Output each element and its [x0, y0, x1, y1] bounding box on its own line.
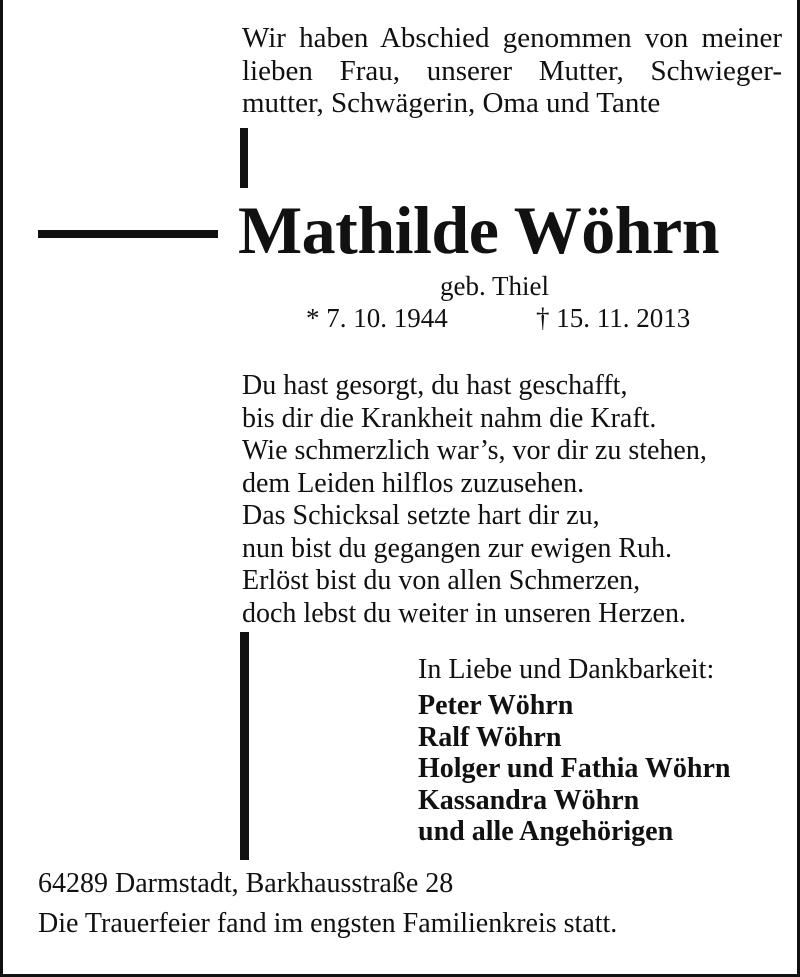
- mourners-list: [418, 690, 730, 848]
- mourner-name: Kassandra Wöhrn: [418, 784, 640, 816]
- cross-horizontal-bar: [38, 230, 218, 238]
- cross-vertical-bar-top: [240, 128, 248, 188]
- poem: [242, 370, 707, 630]
- cross-vertical-bar-bottom: [240, 632, 249, 860]
- death-date: † 15. 11. 2013: [536, 303, 691, 333]
- birth-date: * 7. 10. 1944: [306, 303, 448, 333]
- mourner-name: Ralf Wöhrn: [418, 721, 562, 753]
- intro-line: mutter, Schwägerin, Oma und Tante: [242, 87, 661, 119]
- poem-line: Du hast gesorgt, du hast geschafft,: [242, 370, 628, 401]
- poem-line: doch lebst du weiter in unseren Herzen.: [242, 597, 686, 629]
- mourner-name: und alle Angehörigen: [418, 816, 674, 847]
- mourner-name: Holger und Fathia Wöhrn: [418, 753, 731, 784]
- address: 64289 Darmstadt, Barkhausstraße 28: [38, 868, 454, 899]
- poem-line: Wie schmerzlich war’s, vor dir zu stehen,: [242, 435, 707, 466]
- mourners-heading: In Liebe und Dankbarkeit:: [418, 654, 715, 685]
- intro-text: [242, 22, 782, 120]
- poem-line: dem Leiden hilflos zuzusehen.: [242, 467, 585, 499]
- intro-line: lieben Frau, unserer Mutter, Schwieger-: [242, 54, 782, 87]
- funeral-notice: Die Trauerfeier fand im engsten Familienkreis statt.: [38, 908, 618, 939]
- intro-line: Wir haben Abschied genommen von meiner: [242, 22, 782, 54]
- deceased-name: Mathilde Wöhrn: [238, 192, 720, 268]
- poem-line: Erlöst bist du von allen Schmerzen,: [242, 565, 641, 596]
- mourner-name: Peter Wöhrn: [418, 690, 574, 721]
- poem-line: nun bist du gegangen zur ewigen Ruh.: [242, 532, 673, 564]
- poem-line: Das Schicksal setzte hart dir zu,: [242, 500, 600, 531]
- poem-line: bis dir die Krankheit nahm die Kraft.: [242, 402, 657, 434]
- maiden-name: geb. Thiel: [440, 271, 549, 301]
